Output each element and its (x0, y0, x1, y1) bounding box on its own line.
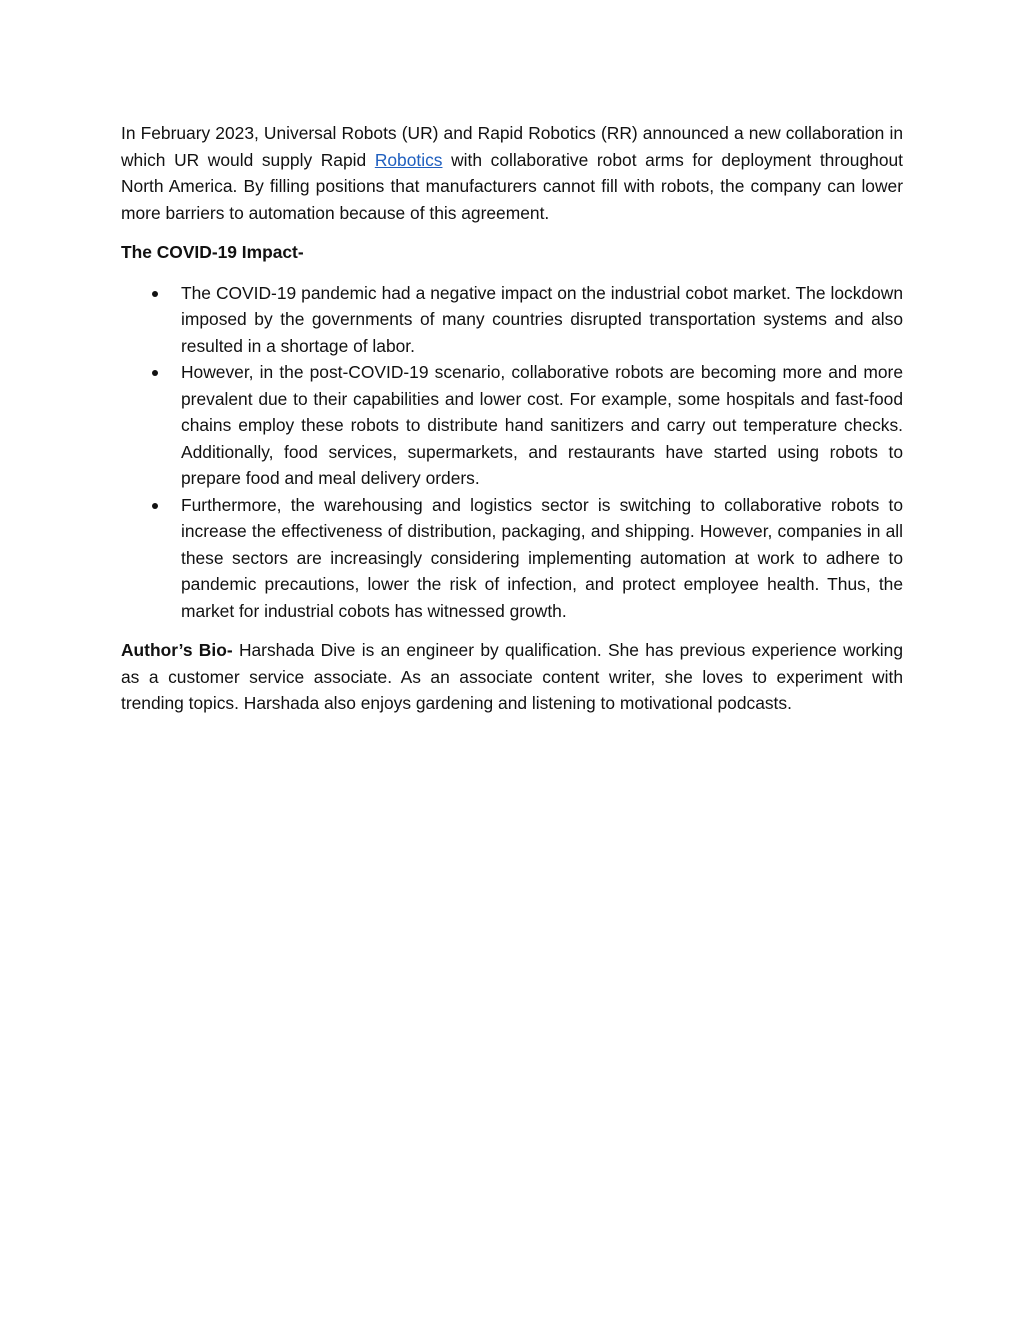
covid-impact-heading: The COVID-19 Impact- (121, 242, 304, 262)
covid-impact-list (121, 280, 903, 625)
list-item (121, 280, 903, 360)
bullet-icon (152, 503, 158, 509)
author-bio-text: Harshada Dive is an engineer by qualification. She has previous experience working as a customer service associate. As an associate content writer, she loves to experiment with trending topics. Harshada also enjoys gardening and listening to motivational podcasts. (121, 640, 903, 713)
list-item (121, 359, 903, 492)
author-bio-paragraph (121, 637, 903, 717)
author-bio-label: Author’s Bio- (121, 640, 233, 660)
list-item-text: The COVID-19 pandemic had a negative impact on the industrial cobot market. The lockdown imposed by the governments of many countries disrupted transportation systems and also resulted in a shortage of labor. (181, 282, 903, 356)
intro-text-before-link: In February 2023, Universal Robots (UR) and Rapid Robotics (RR) announced a new collaboration in which UR would supply Rapid (121, 123, 903, 170)
list-item (121, 492, 903, 625)
list-item-text: However, in the post-COVID-19 scenario, collaborative robots are becoming more and more prevalent due to their capabilities and lower cost. For example, some hospitals and fast-food chains employ these robots to distribute hand sanitizers and carry out temperature checks. Additionally, food services, supermarkets, and restaurants have started using robots to prepare food and meal delivery orders. (181, 362, 903, 488)
bullet-icon (152, 370, 158, 376)
intro-paragraph (121, 120, 903, 226)
document-body (121, 120, 903, 717)
bullet-icon (152, 291, 158, 297)
list-item-text: Furthermore, the warehousing and logistics sector is switching to collaborative robots to increase the effectiveness of distribution, packaging, and shipping. However, companies in all these sectors are increasingly considering implementing automation at work to adhere to pandemic precautions, lower the risk of infection, and protect employee health. Thus, the market for industrial cobots has witnessed growth. (181, 494, 903, 621)
robotics-link[interactable]: Robotics (374, 149, 443, 170)
intro-text-after-link: with collaborative robot arms for deployment throughout North America. By filling positions that manufacturers cannot fill with robots, the company can lower more barriers to automation because of this agreement. (121, 149, 903, 223)
